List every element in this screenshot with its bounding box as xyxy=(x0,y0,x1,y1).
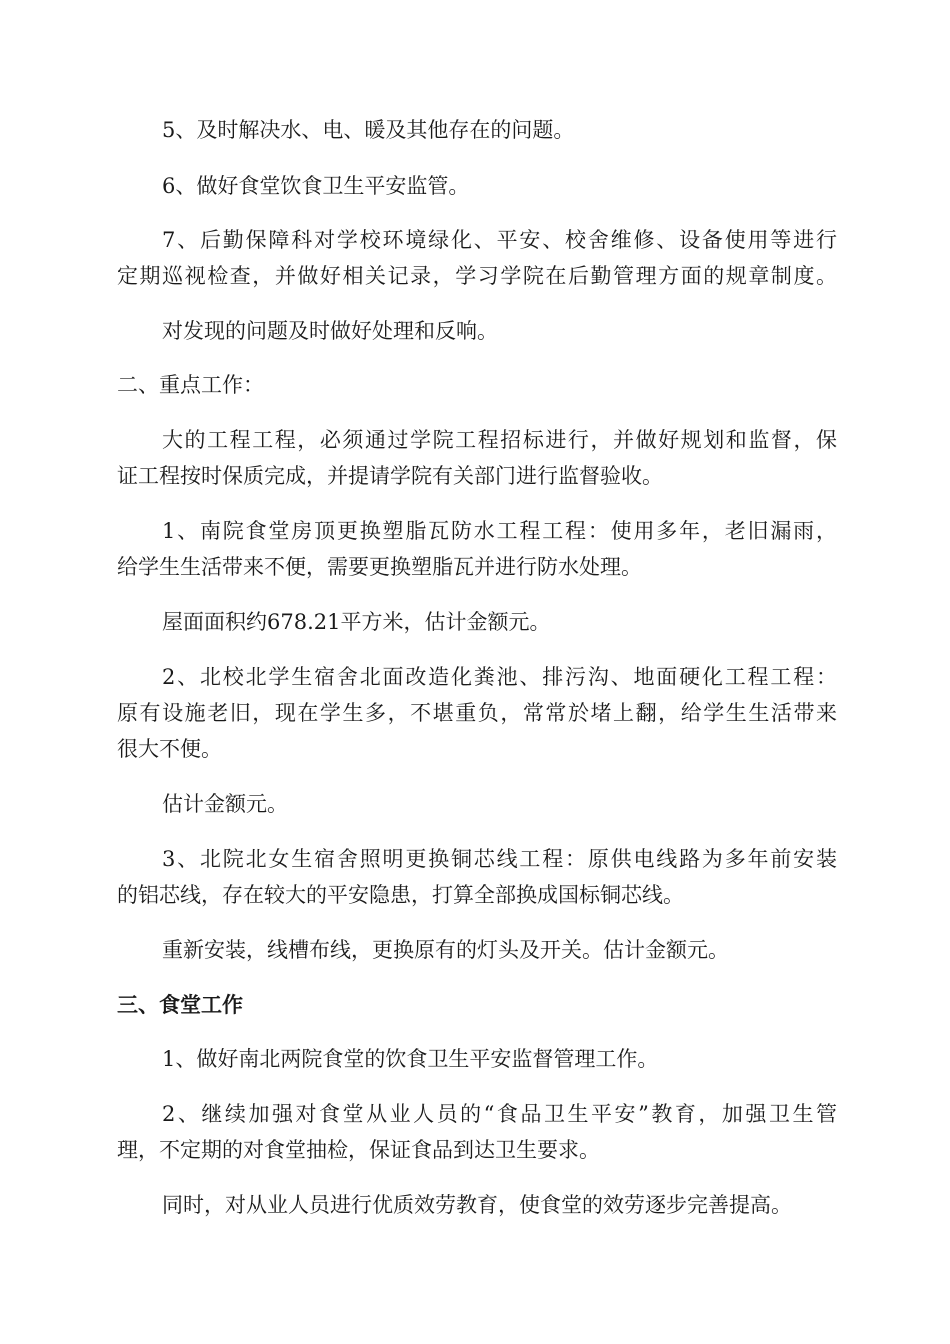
paragraph-roof-area: 屋面面积约678.21平方米，估计金额元。 xyxy=(162,610,551,634)
paragraph-project-2-line-2: 原有设施老旧，现在学生多，不堪重负，常常於堵上翻，给学生生活带来 xyxy=(117,701,837,725)
paragraph-service-training: 同时，对从业人员进行优质效劳教育，使食堂的效劳逐步完善提高。 xyxy=(162,1193,792,1217)
section-heading-key-work: 二、重点工作： xyxy=(117,373,264,397)
paragraph-item-6: 6、做好食堂饮食卫生平安监管。 xyxy=(162,174,470,198)
paragraph-canteen-1: 1、做好南北两院食堂的饮食卫生平安监督管理工作。 xyxy=(162,1047,659,1071)
paragraph-project-3-line-2: 的铝芯线，存在较大的平安隐患，打算全部换成国标铜芯线。 xyxy=(117,883,684,907)
paragraph-item-5: 5、及时解决水、电、暖及其他存在的问题。 xyxy=(162,118,575,142)
paragraph-item-7-line-1: 7、后勤保障科对学校环境绿化、平安、校舍维修、设备使用等进行 xyxy=(162,228,837,252)
paragraph-project-3-line-1: 3、北院北女生宿舍照明更换铜芯线工程：原供电线路为多年前安装 xyxy=(162,847,837,871)
paragraph-reinstall: 重新安装，线槽布线，更换原有的灯头及开关。估计金额元。 xyxy=(162,938,729,962)
paragraph-canteen-2-line-2: 理，不定期的对食堂抽检，保证食品到达卫生要求。 xyxy=(117,1138,600,1162)
paragraph-major-projects-line-1: 大的工程工程，必须通过学院工程招标进行，并做好规划和监督，保 xyxy=(162,428,837,452)
paragraph-project-2-line-3: 很大不便。 xyxy=(117,737,222,761)
paragraph-estimate: 估计金额元。 xyxy=(162,792,288,816)
paragraph-feedback: 对发现的问题及时做好处理和反响。 xyxy=(162,319,498,343)
paragraph-major-projects-line-2: 证工程按时保质完成，并提请学院有关部门进行监督验收。 xyxy=(117,464,663,488)
paragraph-project-2-line-1: 2、北校北学生宿舍北面改造化粪池、排污沟、地面硬化工程工程： xyxy=(162,665,837,689)
paragraph-canteen-2-line-1: 2、继续加强对食堂从业人员的“食品卫生平安”教育，加强卫生管 xyxy=(162,1102,837,1126)
paragraph-project-1-line-1: 1、南院食堂房顶更换塑脂瓦防水工程工程：使用多年，老旧漏雨， xyxy=(162,519,837,543)
section-heading-canteen: 三、食堂工作 xyxy=(117,992,243,1017)
paragraph-item-7-line-2: 定期巡视检查，并做好相关记录，学习学院在后勤管理方面的规章制度。 xyxy=(117,264,837,288)
paragraph-project-1-line-2: 给学生生活带来不便，需要更换塑脂瓦并进行防水处理。 xyxy=(117,555,642,579)
